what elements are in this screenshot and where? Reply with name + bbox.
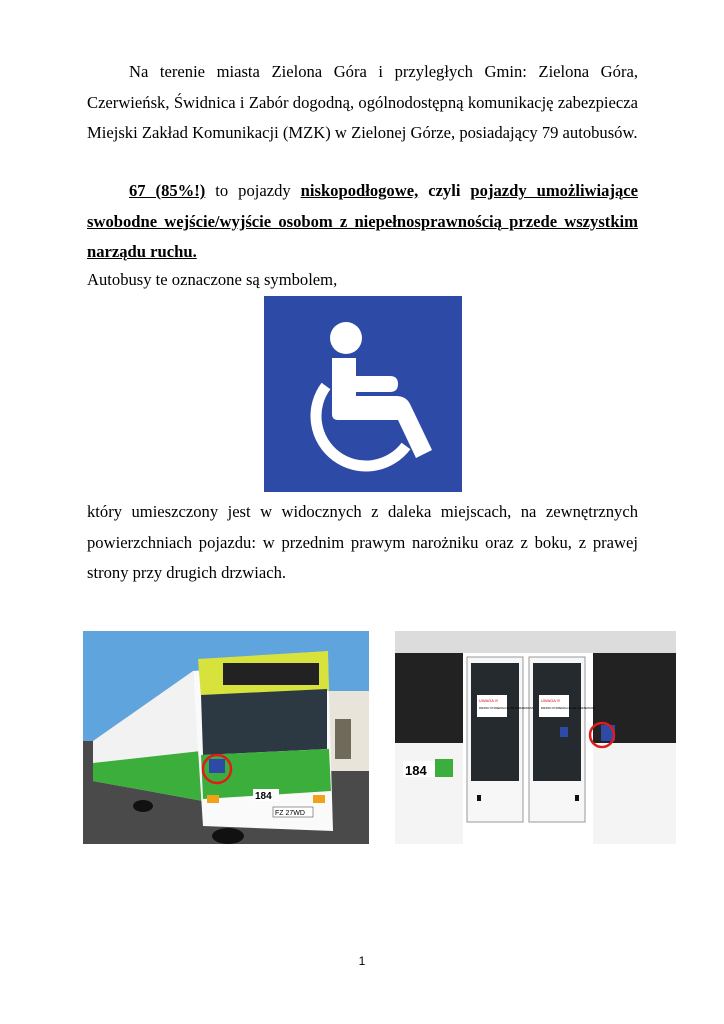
placement-paragraph: który umieszczony jest w widocznych z daleka miejscach, na zewnętrznych powierzchniach pojazdu: w przednim prawym narożniku oraz z boku, z prawej strony przy drugich drzwiach. [87, 502, 638, 582]
bus-number-side: 184 [405, 763, 427, 778]
symbol-intro: Autobusy te oznaczone są symbolem, [87, 270, 338, 289]
license-plate: FZ 27WD [275, 810, 305, 817]
bus-front-photo [83, 631, 369, 844]
door-notice-heading-right: UWAGA !!! [541, 698, 561, 703]
door-notice-body-left: DRZWI OTWIERALNE ZE ZGRZEWOM [479, 706, 533, 710]
page-number: 1 [358, 954, 366, 968]
bus-side-doors-photo [395, 631, 676, 844]
wheelchair-symbol-icon [264, 296, 462, 492]
lowfloor-count: 67 (85%!) [129, 181, 206, 200]
lowfloor-term: niskopodłogowe, [300, 181, 419, 200]
lowfloor-emphasis: pojazdy umożliwiające swobodne wejście/wyjście osobom z niepełnosprawnością przede wszystkim narządu ruchu. [87, 181, 639, 261]
intro-paragraph: Na terenie miasta Zielona Góra i przyległych Gmin: Zielona Góra, Czerwieńsk, Świdnica i Zabór dogodną, ogólnodostępną komunikację zabezpiecza Miejski Zakład Komunikacji (MZK) w Zielonej Górze, posiadający 79 autobusów. [87, 62, 638, 142]
lowfloor-paragraph: 67 (85%!) to pojazdy niskopodłogowe, czyli pojazdy umożliwiające swobodne wejście/wyjście osobom z niepełnosprawnością przede wszystkim narządu ruchu. [87, 181, 639, 261]
door-notice-body-right: DRZWI OTWIERALNE ZE ZGRZEWOM [541, 706, 595, 710]
door-notice-heading-left: UWAGA !!! [479, 698, 499, 703]
bus-number-front: 184 [255, 791, 272, 802]
